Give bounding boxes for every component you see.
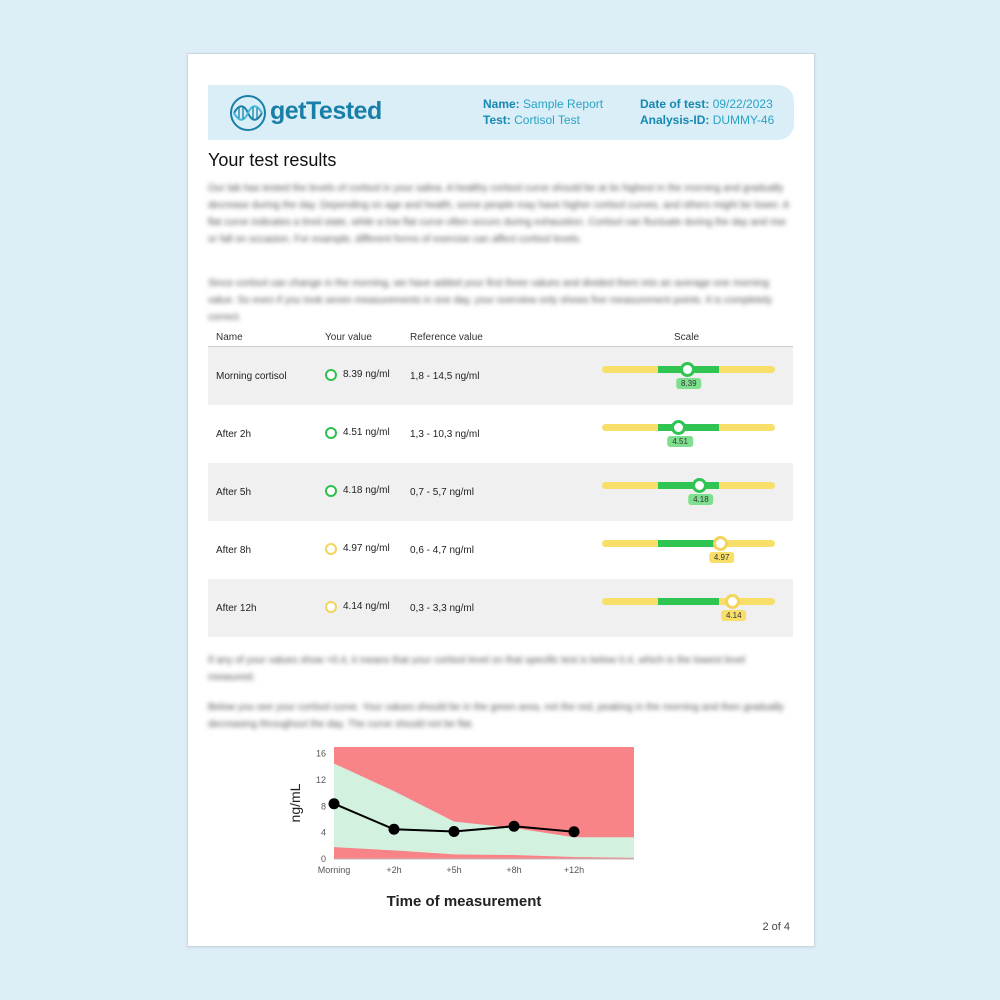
test-label: Test:: [483, 113, 511, 127]
curve-explanation-paragraph: Below you see your cortisol curve. Your values should be in the green area, not the red, peaking in the morning and then gradually decreasing throughout the day. The curve should not be flat.: [208, 702, 784, 730]
status-dot-icon: [325, 601, 337, 613]
chart-x-tick-label: +2h: [386, 865, 402, 875]
cortisol-curve-chart: [278, 739, 648, 914]
intro-paragraph: Our lab has tested the levels of cortisol in your saliva. A healthy cortisol curve should be at its highest in the morning and gradually decrease during the day. Depending on age and health, some people may have higher cortisol curves, and others might be lower. A flat curve indicates a tired state, while a low flat curve often occurs during exhaustion. Cortisol can fluctuate during the day and rise or fall on occasion. For example, different forms of exercise can affect cortisol levels.: [208, 183, 789, 245]
scale-bar: [602, 463, 775, 521]
row-value-cell: [317, 405, 402, 463]
row-value: 4.51 ng/ml: [343, 427, 390, 438]
scale-bar: [602, 347, 775, 405]
table-row: [208, 521, 793, 579]
row-name: After 2h: [216, 428, 252, 440]
table-row: [208, 405, 793, 463]
name-label: Name:: [483, 97, 520, 111]
table-header-row: [208, 328, 793, 347]
report-page: [187, 53, 815, 947]
row-value-cell: [317, 521, 402, 579]
results-table: [208, 328, 793, 637]
scale-value-tag: 4.51: [667, 436, 693, 447]
row-value: 4.18 ng/ml: [343, 485, 390, 496]
row-value-cell: [317, 579, 402, 637]
chart-data-point: [329, 798, 340, 809]
col-scale: Scale: [574, 328, 793, 347]
row-scale-cell: [574, 521, 793, 579]
chart-x-tick-label: +5h: [446, 865, 462, 875]
chart-data-point: [449, 826, 460, 837]
scale-value-tag: 4.18: [688, 494, 714, 505]
scale-bar: [602, 579, 775, 637]
scale-bar: [602, 405, 775, 463]
chart-data-point: [569, 826, 580, 837]
row-reference: 0,7 - 5,7 ng/ml: [402, 463, 574, 521]
test-value: Cortisol Test: [514, 113, 580, 127]
date-label: Date of test:: [640, 97, 710, 111]
page-title: Your test results: [208, 150, 337, 170]
row-scale-cell: [574, 463, 793, 521]
chart-x-axis-label: Time of measurement: [386, 893, 542, 910]
row-name: Morning cortisol: [208, 347, 317, 406]
row-value: 8.39 ng/ml: [343, 369, 390, 380]
scale-marker: [671, 420, 686, 435]
row-name: After 12h: [208, 579, 317, 637]
scale-marker: [680, 362, 695, 377]
analysis-label: Analysis-ID:: [640, 113, 710, 127]
row-reference: 0,3 - 3,3 ng/ml: [402, 579, 574, 637]
report-header: [208, 85, 794, 140]
scale-value-tag: 4.14: [721, 610, 747, 621]
analysis-value: DUMMY-46: [712, 113, 775, 127]
row-name: After 5h: [208, 463, 317, 521]
averaging-paragraph: Since cortisol can change in the morning, we have added your first three values and divided them into an average one morning value. So even if you took seven measurements in one day, your overview only shows five measurement points. It is completely correct.: [208, 278, 772, 323]
row-value: 4.14 ng/ml: [343, 601, 390, 612]
row-reference: 0,6 - 4,7 ng/ml: [410, 544, 474, 556]
scale-marker: [692, 478, 707, 493]
scale-marker: [713, 536, 728, 551]
row-name: After 8h: [216, 544, 252, 556]
col-value: Your value: [317, 328, 402, 347]
chart-y-tick-label: 8: [320, 801, 326, 812]
scale-value-tag: 4.97: [709, 552, 735, 563]
col-name: Name: [208, 328, 317, 347]
chart-x-tick-label: +12h: [563, 865, 585, 875]
status-dot-icon: [325, 369, 337, 381]
table-row: [208, 347, 793, 406]
row-value-cell: [317, 463, 402, 521]
row-reference: 1,8 - 14,5 ng/ml: [402, 347, 574, 406]
patient-meta: [483, 96, 603, 128]
chart-x-tick-label: +8h: [506, 865, 522, 875]
chart-y-tick-label: 0: [320, 854, 326, 864]
chart-y-tick-label: 12: [315, 774, 326, 785]
gettested-logo: [228, 93, 382, 133]
chart-y-tick-label: 16: [315, 748, 326, 759]
logo-get: get: [270, 97, 306, 125]
chart-y-axis-label: ng/mL: [287, 783, 303, 823]
chart-data-point: [389, 824, 400, 835]
table-row: [208, 463, 793, 521]
row-scale-cell: [574, 579, 793, 637]
logo-wordmark: [270, 97, 382, 126]
lowest-level-paragraph: If any of your values show <0.4, it means that your cortisol level on that specific test is below 0.4, which is the lowest level measured.: [208, 655, 746, 683]
page-number: 2 of 4: [762, 921, 790, 933]
chart-x-tick-label: Morning: [317, 865, 351, 875]
scale-value-tag: 8.39: [676, 378, 702, 389]
row-value: 4.97 ng/ml: [343, 543, 390, 554]
test-meta: [640, 96, 774, 128]
table-row: [208, 579, 793, 637]
chart-y-tick-label: 4: [320, 827, 326, 838]
scale-normal-range: [658, 540, 719, 547]
status-dot-icon: [325, 485, 337, 497]
scale-marker: [725, 594, 740, 609]
date-value: 09/22/2023: [712, 97, 773, 111]
row-value-cell: [317, 347, 402, 406]
scale-normal-range: [658, 424, 719, 431]
status-dot-icon: [325, 543, 337, 555]
chart-data-point: [509, 821, 520, 832]
row-reference: 1,3 - 10,3 ng/ml: [410, 428, 480, 440]
logo-tested: Tested: [306, 97, 382, 125]
dna-logo-icon: [228, 93, 268, 133]
scale-bar: [602, 521, 775, 579]
scale-normal-range: [658, 482, 719, 489]
row-scale-cell: [574, 347, 793, 406]
row-scale-cell: [574, 405, 793, 463]
scale-normal-range: [658, 598, 719, 605]
status-dot-icon: [325, 427, 337, 439]
col-reference: Reference value: [402, 328, 574, 347]
name-value: Sample Report: [523, 97, 604, 111]
